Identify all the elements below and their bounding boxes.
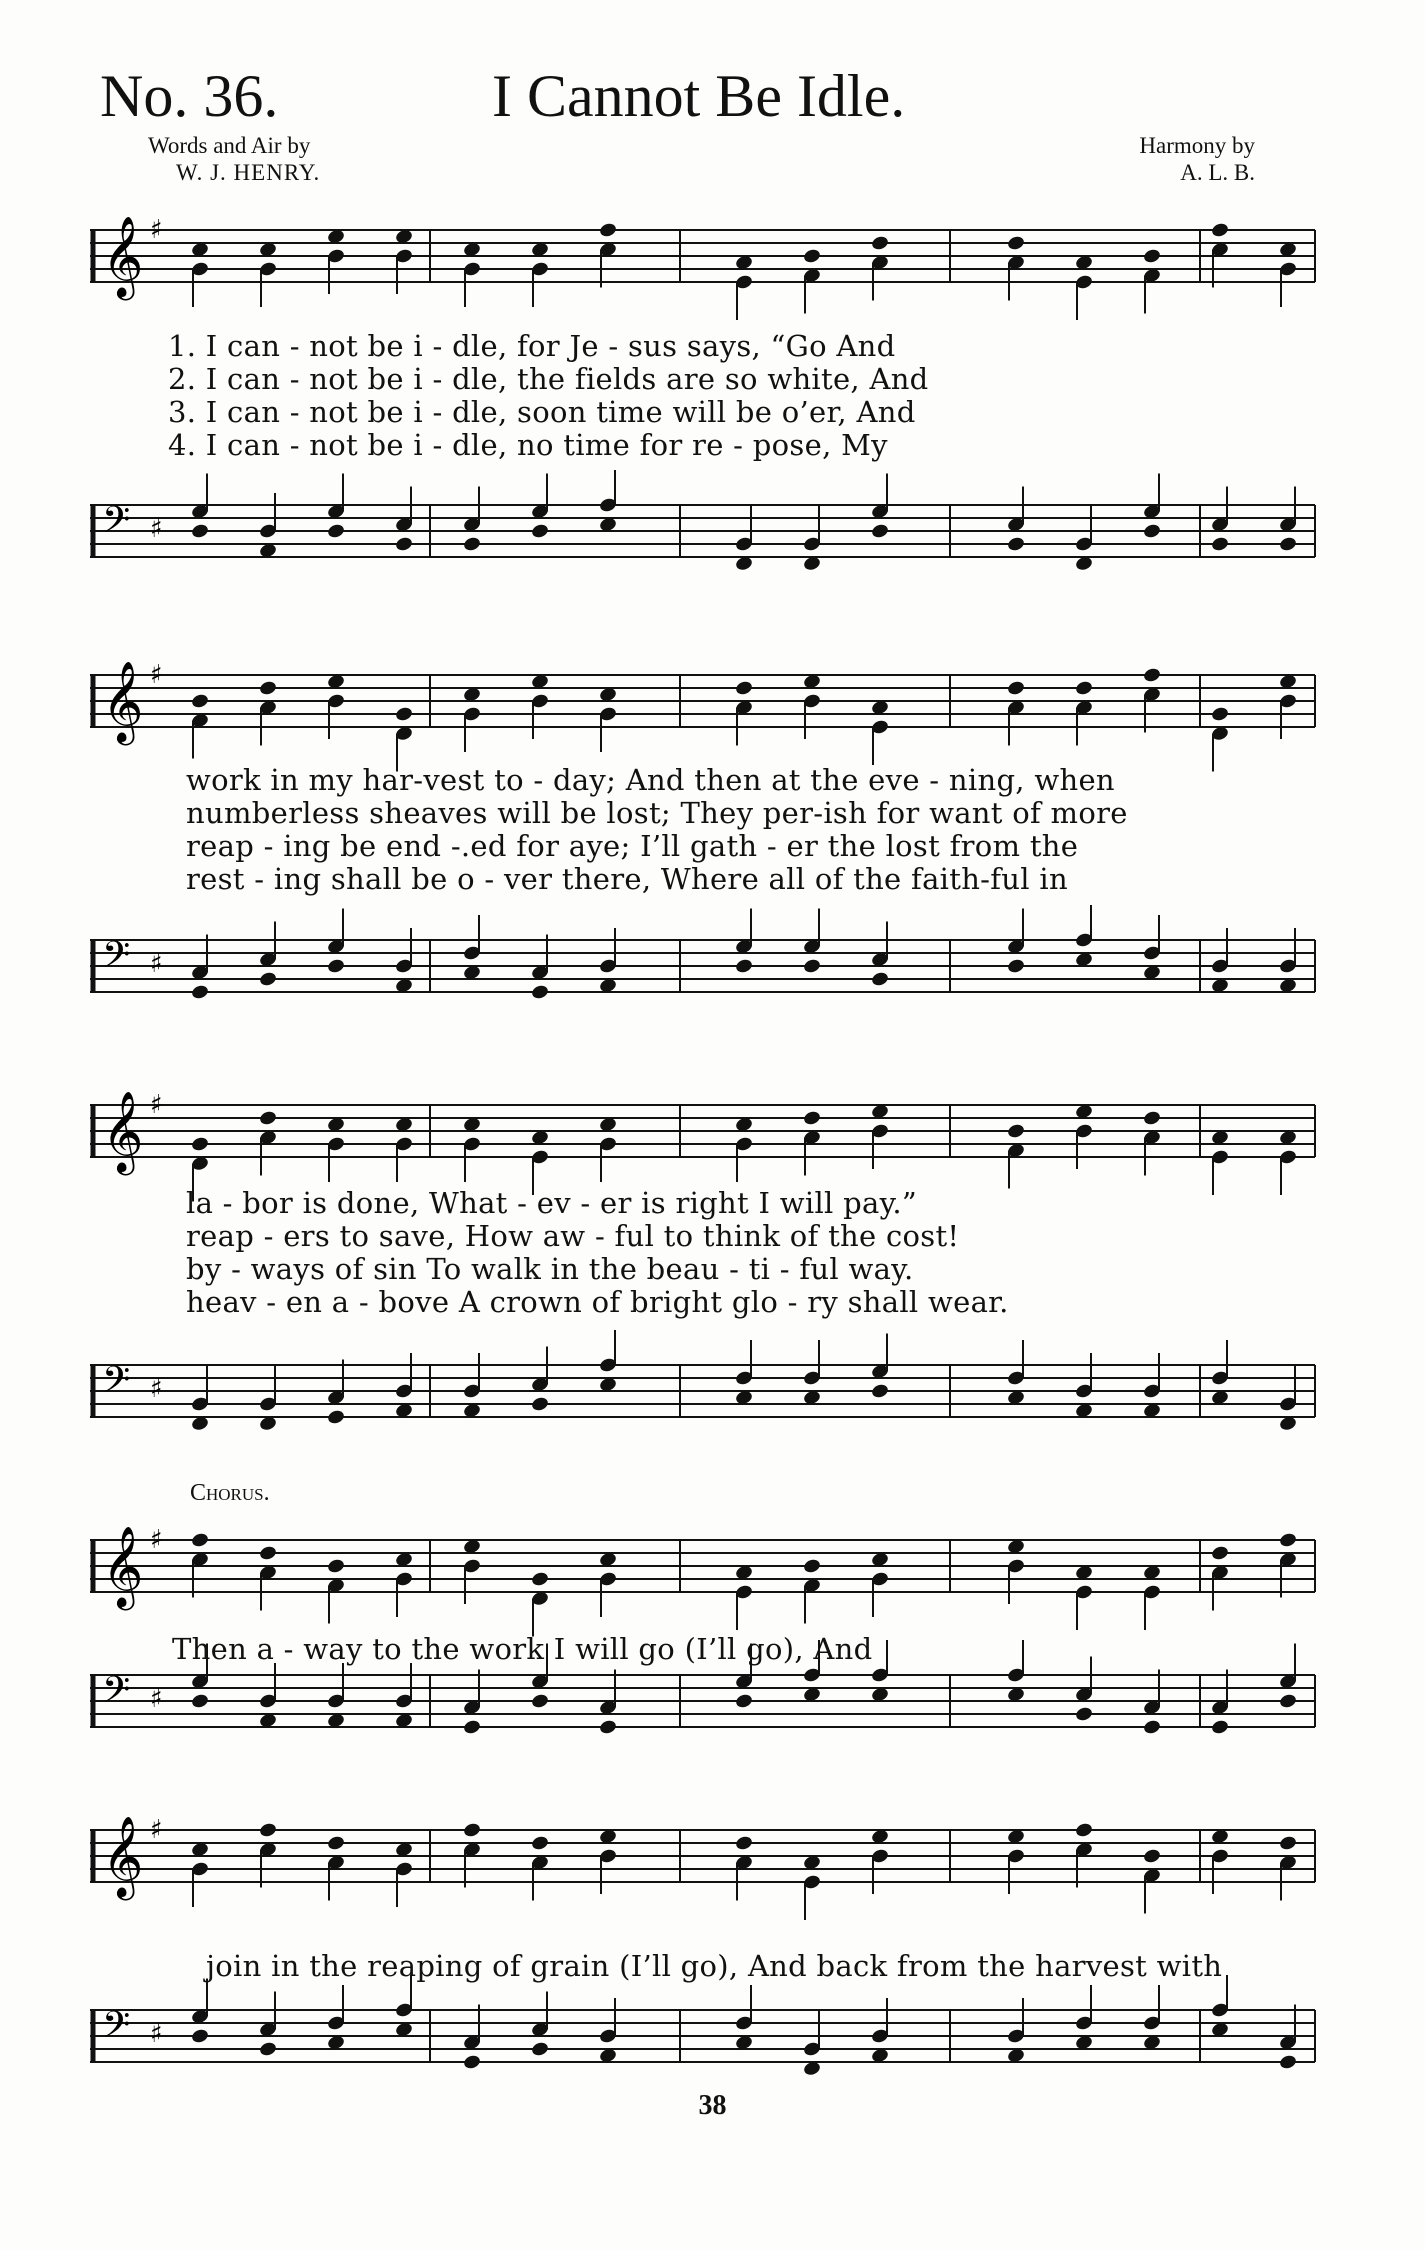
hymn-number: No. 36. [100, 63, 279, 129]
bass-clef-icon: 𝄢 [102, 499, 131, 550]
verse-4-line-3: heav - en a - bove A crown of bright glo - ry shall wear. [186, 1285, 1009, 1319]
verse-3-line-2: reap - ing be end -.ed for aye; I’ll gath - er the lost from the [186, 829, 1079, 863]
music-system-4-bass [90, 1640, 1325, 1794]
bass-staff-5 [90, 1975, 1325, 2085]
treble-clef-icon: 𝄞 [102, 215, 144, 297]
sharp-icon: ♯ [150, 949, 163, 979]
music-system-3-bass [90, 1330, 1325, 1484]
lyrics-system-3 [186, 1187, 1336, 1319]
treble-clef-icon: 𝄞 [102, 1090, 144, 1172]
verse-1-line-3: la - bor is done, What - ev - er is right I will pay.” [186, 1186, 918, 1220]
words-credit-author: W. J. HENRY. [176, 160, 321, 185]
music-system-1 [90, 195, 1325, 349]
lyrics-system-2 [186, 764, 1336, 896]
words-credit-line1: Words and Air by [148, 133, 311, 158]
music-system-5 [90, 1795, 1325, 1949]
bass-clef-icon: 𝄢 [102, 1359, 131, 1410]
words-credit [148, 132, 320, 186]
chorus-label: Chorus. [190, 1480, 270, 1506]
verse-4-line-2: rest - ing shall be o - ver there, Where all of the faith-ful in [186, 862, 1068, 896]
verse-2-line-2: numberless sheaves will be lost; They per-ish for want of more [186, 796, 1128, 830]
verse-2-line-1: 2. I can - not be i - dle, the fields are so white, And [168, 362, 929, 396]
treble-clef-icon: 𝄞 [102, 1815, 144, 1897]
harmony-credit-author: A. L. B. [1180, 160, 1255, 185]
verse-1-line-2: work in my har-vest to - day; And then at the eve - ning, when [186, 763, 1115, 797]
harmony-credit-line1: Harmony by [1139, 133, 1255, 158]
music-system-5-bass [90, 1975, 1325, 2089]
treble-clef-icon: 𝄞 [102, 1525, 144, 1607]
bass-staff-2 [90, 905, 1325, 1055]
sharp-icon: ♯ [150, 1374, 163, 1404]
sharp-icon: ♯ [150, 660, 163, 690]
bass-clef-icon: 𝄢 [102, 934, 131, 985]
chorus-lyrics-1: Then a - way to the work I will go (I’ll go), And [172, 1632, 873, 1666]
bass-staff-1 [90, 470, 1325, 620]
bass-clef-icon: 𝄢 [102, 2004, 131, 2055]
bass-clef-icon: 𝄢 [102, 1669, 131, 1720]
sharp-icon: ♯ [150, 1815, 163, 1845]
treble-clef-icon: 𝄞 [102, 660, 144, 742]
sharp-icon: ♯ [150, 215, 163, 245]
hymn-title: I Cannot Be Idle. [492, 63, 906, 129]
bass-staff-3 [90, 1330, 1325, 1480]
sharp-icon: ♯ [150, 1525, 163, 1555]
verse-3-line-1: 3. I can - not be i - dle, soon time will be o’er, And [168, 395, 916, 429]
lyrics-system-1 [168, 330, 1318, 462]
verse-2-line-3: reap - ers to save, How aw - ful to think of the cost! [186, 1219, 960, 1253]
page-number: 38 [698, 2090, 727, 2121]
treble-staff-5 [90, 1795, 1325, 1945]
bass-staff-4 [90, 1640, 1325, 1790]
verse-4-line-1: 4. I can - not be i - dle, no time for re - pose, My [168, 428, 888, 462]
music-system-2-bass [90, 905, 1325, 1059]
music-system-1-bass [90, 470, 1325, 624]
sharp-icon: ♯ [150, 1684, 163, 1714]
treble-staff-1 [90, 195, 1325, 345]
sharp-icon: ♯ [150, 1090, 163, 1120]
sharp-icon: ♯ [150, 514, 163, 544]
harmony-credit [1139, 132, 1255, 186]
verse-1-line-1: 1. I can - not be i - dle, for Je - sus says, “Go And [168, 329, 896, 363]
chorus-lyrics-2: join in the reaping of grain (I’ll go), And back from the harvest with [206, 1949, 1223, 1983]
verse-3-line-3: by - ways of sin To walk in the beau - ti - ful way. [186, 1252, 914, 1286]
sharp-icon: ♯ [150, 2019, 163, 2049]
